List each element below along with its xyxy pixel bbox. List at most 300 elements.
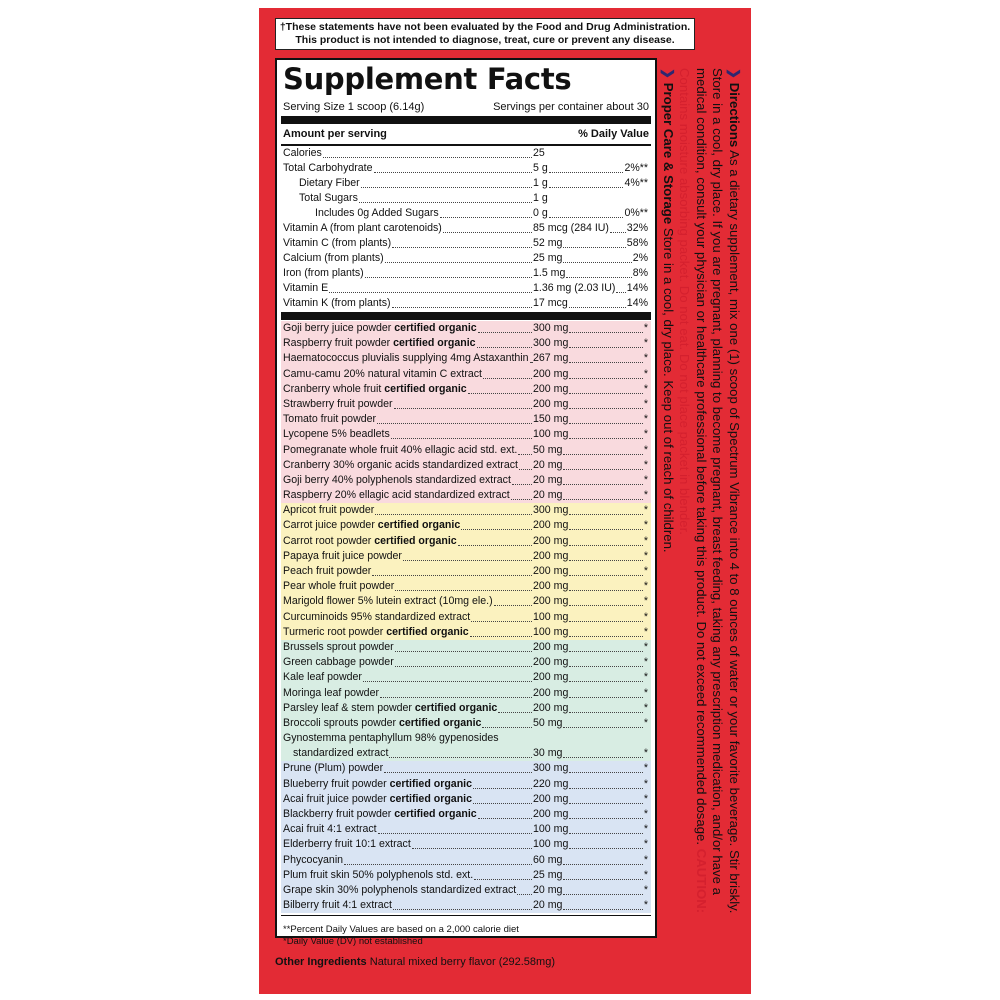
amount-per-serving-header: Amount per serving <box>283 128 387 140</box>
dot-leader <box>569 378 643 394</box>
dot-leader <box>458 530 532 546</box>
thick-divider-top <box>281 116 651 124</box>
row-amount: 1.5 mg <box>533 267 566 279</box>
certified-organic-label: certified organic <box>389 777 472 790</box>
row-amount: 200 mg <box>533 701 569 714</box>
dot-leader <box>569 636 643 652</box>
dot-leader <box>440 202 532 218</box>
dot-leader <box>473 788 532 804</box>
row-name <box>299 176 360 191</box>
row-daily-value: * <box>643 565 648 577</box>
dot-leader <box>569 545 643 561</box>
row-name-text: Prune (Plum) powder <box>283 762 384 775</box>
row-daily-value: 58% <box>626 237 648 249</box>
dot-leader <box>473 773 532 789</box>
dot-leader <box>549 202 623 218</box>
row-amount: 200 mg <box>533 534 569 547</box>
row-daily-value: * <box>643 640 648 653</box>
dot-leader <box>569 621 643 637</box>
directions-paragraph <box>676 68 742 938</box>
row-amount: 300 mg <box>533 322 569 334</box>
row-amount: 100 mg <box>533 823 569 836</box>
row-amount: 50 mg <box>533 716 563 729</box>
row-name-text: Vitamin E <box>283 282 329 294</box>
row-amount: 30 mg <box>533 747 563 760</box>
row-amount: 100 mg <box>533 838 569 851</box>
row-amount: 220 mg <box>533 777 569 790</box>
dot-leader <box>365 262 532 278</box>
row-amount: 200 mg <box>533 656 569 669</box>
dot-leader <box>569 606 643 622</box>
row-daily-value: * <box>643 808 648 820</box>
row-name <box>283 146 322 161</box>
dot-leader <box>569 773 643 789</box>
dot-leader <box>412 833 532 849</box>
dot-leader <box>361 172 532 188</box>
row-name-text: Vitamin C (from plants) <box>283 237 392 249</box>
row-name <box>283 777 472 792</box>
dot-leader <box>395 636 532 652</box>
other-ingredients-text: Natural mixed berry flavor (292.58mg) <box>366 956 555 968</box>
row-amount: 25 mg <box>533 868 563 881</box>
dot-leader <box>569 317 643 333</box>
row-amount: 20 mg <box>533 899 563 912</box>
dot-leader <box>483 363 532 379</box>
dot-leader <box>569 408 643 424</box>
dot-leader <box>474 864 532 880</box>
dot-leader <box>569 393 643 409</box>
ingredient-row <box>281 716 651 731</box>
fda-disclaimer-line-2: This product is not intended to diagnose, treat, cure or prevent any disease. <box>295 34 675 46</box>
row-daily-value: * <box>643 762 648 775</box>
row-daily-value: 8% <box>632 267 648 279</box>
row-name-text: Apricot fruit powder <box>283 504 375 517</box>
certified-organic-label: certified organic <box>389 792 472 805</box>
row-name-text: Blackberry fruit powder <box>283 808 395 820</box>
row-name-text: Bilberry fruit 4:1 extract <box>283 899 392 912</box>
dot-leader <box>563 484 643 500</box>
row-daily-value: * <box>643 458 648 471</box>
row-daily-value: * <box>643 868 648 881</box>
row-name <box>283 503 374 518</box>
row-name-text: Pear whole fruit powder <box>283 580 395 593</box>
supplement-facts-panel <box>275 58 657 947</box>
row-name <box>283 443 517 458</box>
amount-header-row <box>283 127 649 143</box>
row-name-text: Carrot juice powder <box>283 519 378 532</box>
row-name <box>283 868 473 883</box>
row-name <box>283 594 493 609</box>
row-amount: 0 g <box>533 207 548 219</box>
row-amount: 20 mg <box>533 883 563 896</box>
row-daily-value: * <box>643 656 648 669</box>
row-daily-value: 2%** <box>624 162 648 174</box>
row-amount: 60 mg <box>533 853 563 866</box>
dot-leader <box>517 879 532 895</box>
row-daily-value: 0%** <box>624 207 648 219</box>
row-daily-value: * <box>643 519 648 532</box>
row-amount: 267 mg <box>533 352 569 365</box>
row-name-text: Pomegranate whole fruit 40% ellagic acid std. ext. <box>283 443 518 456</box>
row-daily-value: * <box>643 853 648 866</box>
dot-leader <box>377 408 532 424</box>
dot-leader <box>569 514 643 530</box>
dot-leader <box>569 499 643 515</box>
dot-leader <box>563 454 643 470</box>
row-amount: 85 mcg (284 IU) <box>533 222 609 234</box>
dot-leader <box>329 277 532 293</box>
dot-leader <box>569 575 643 591</box>
row-daily-value: * <box>643 322 648 334</box>
row-name-text: Total Carbohydrate <box>283 162 373 174</box>
dot-leader <box>512 469 532 485</box>
dot-leader <box>323 142 532 158</box>
row-name <box>283 610 470 625</box>
row-amount: 200 mg <box>533 367 569 380</box>
row-daily-value: * <box>643 823 648 836</box>
supplement-facts-title: Supplement Facts <box>283 62 572 96</box>
row-daily-value: * <box>643 838 648 851</box>
dot-leader <box>610 217 626 233</box>
dot-leader <box>563 849 643 865</box>
row-name <box>283 898 392 913</box>
dot-leader <box>359 187 532 203</box>
row-daily-value: * <box>643 686 648 699</box>
dot-leader <box>384 757 532 773</box>
caution-text: Contains moisture absorbing packet. Do not eat. Do not place packet in blender. <box>677 68 693 535</box>
dot-leader <box>375 499 532 515</box>
dot-leader <box>563 439 643 455</box>
row-daily-value: * <box>643 382 648 395</box>
row-daily-value: * <box>643 701 648 714</box>
row-daily-value: * <box>643 595 648 608</box>
row-daily-value: * <box>643 428 648 441</box>
footnote-divider <box>281 915 651 916</box>
dot-leader <box>519 454 532 470</box>
dot-leader <box>563 247 632 263</box>
footnotes <box>283 924 519 948</box>
row-name <box>283 518 460 533</box>
row-name-text: Acai fruit juice powder <box>283 792 390 805</box>
row-amount: 200 mg <box>533 580 569 593</box>
row-name <box>283 579 394 594</box>
row-name <box>283 321 477 336</box>
row-daily-value: 2% <box>632 252 648 264</box>
dot-leader <box>569 697 643 713</box>
dot-leader <box>569 757 643 773</box>
row-name-text: Calcium (from plants) <box>283 252 384 264</box>
row-name-text: Raspberry 20% ellagic acid standardized extract <box>283 489 510 502</box>
dot-leader <box>395 575 532 591</box>
row-name-text: Elderberry fruit 10:1 extract <box>283 838 411 851</box>
dot-leader <box>374 157 532 173</box>
dot-leader <box>530 347 532 363</box>
row-name-text: Papaya fruit juice powder <box>283 549 402 562</box>
chevron-right-icon: ❯ <box>727 68 742 80</box>
row-name-text: Blueberry fruit powder <box>283 777 390 790</box>
row-name-text: Vitamin A (from plant carotenoids) <box>283 222 442 234</box>
dot-leader <box>372 560 532 576</box>
row-name-text: Vitamin K (from plants) <box>283 297 391 309</box>
row-amount: 17 mcg <box>533 297 568 309</box>
certified-organic-label: certified organic <box>386 625 469 638</box>
row-amount: 200 mg <box>533 397 569 410</box>
row-name-text: Gynostemma pentaphyllum 98% gypenosides <box>283 732 499 745</box>
row-name-text: Brussels sprout powder <box>283 640 394 653</box>
dot-leader <box>498 697 532 713</box>
dot-leader <box>494 590 532 606</box>
row-name <box>283 701 497 716</box>
row-name-text: Parsley leaf & stem powder <box>283 701 415 714</box>
row-name <box>283 670 362 685</box>
chevron-right-icon: ❯ <box>661 68 676 80</box>
dot-leader <box>566 262 632 278</box>
dot-leader <box>470 621 532 637</box>
row-name <box>293 746 388 761</box>
certified-organic-label: certified organic <box>394 322 477 334</box>
row-name <box>283 281 328 296</box>
dot-leader <box>477 332 532 348</box>
dot-leader <box>385 247 532 263</box>
dot-leader <box>393 894 532 910</box>
row-name-text: Dietary Fiber <box>299 177 360 189</box>
dot-leader <box>395 651 532 667</box>
row-name-text: Carrot root powder <box>283 534 375 547</box>
row-name-text: Turmeric root powder <box>283 625 387 638</box>
dot-leader <box>569 332 643 348</box>
row-amount: 25 <box>533 147 545 159</box>
dot-leader <box>403 545 532 561</box>
row-daily-value: 32% <box>626 222 648 234</box>
row-amount: 1.36 mg (2.03 IU) <box>533 282 616 294</box>
row-name-text: Kale leaf powder <box>283 671 362 684</box>
row-daily-value: * <box>643 489 648 502</box>
row-name-text: Goji berry 40% polyphenols standardized extract <box>283 473 511 486</box>
row-daily-value: * <box>643 716 648 729</box>
dot-leader <box>569 788 643 804</box>
dot-leader <box>518 439 532 455</box>
row-name <box>283 458 518 473</box>
row-amount: 300 mg <box>533 337 569 350</box>
care-text: Store in a cool, dry place. Keep out of reach of children. <box>661 224 676 553</box>
dot-leader <box>389 742 532 758</box>
row-amount: 20 mg <box>533 458 563 471</box>
other-ingredients <box>275 955 657 969</box>
row-name-text: Curcuminoids 95% standardized extract <box>283 610 471 623</box>
directions-text: As a dietary supplement, mix one (1) scoop of Spectrum Vibrance into 4 to 8 ounces of water or your favorite beverage. Stir briskly. Store in a cool, dry place. If you are pregnant, planning to become pregnant, breast feeding, taking any prescription medication, and/or have a medical condition, consult your physician or healthcare professional before taking this product. Do not exceed recommended dosage. <box>694 68 742 914</box>
fda-disclaimer-line-1: †These statements have not been evaluated by the Food and Drug Administration. <box>279 21 691 33</box>
row-amount: 200 mg <box>533 808 569 820</box>
row-daily-value: 14% <box>626 297 648 309</box>
row-amount: 200 mg <box>533 671 569 684</box>
row-amount: 52 mg <box>533 237 563 249</box>
row-name <box>315 206 439 221</box>
row-amount: 1 g <box>533 192 548 204</box>
row-daily-value: * <box>643 352 648 365</box>
row-name-text: Calories <box>283 147 322 159</box>
dot-leader <box>394 393 532 409</box>
dot-leader <box>569 818 643 834</box>
row-daily-value: * <box>643 443 648 456</box>
row-name-text: Iron (from plants) <box>283 267 364 279</box>
row-name <box>283 564 371 579</box>
row-name <box>283 686 379 701</box>
side-directions-text <box>660 68 743 938</box>
dot-leader <box>380 682 532 698</box>
row-daily-value: * <box>643 337 648 350</box>
nutrient-row <box>281 296 651 311</box>
caution-label: CAUTION: <box>694 848 709 914</box>
dot-leader <box>563 894 643 910</box>
row-daily-value: * <box>643 549 648 562</box>
row-name-text: Phycocyanin <box>283 853 344 866</box>
servings-per-container: Servings per container about 30 <box>493 101 649 113</box>
row-name-text: Peach fruit powder <box>283 565 372 577</box>
dot-leader <box>569 423 643 439</box>
row-name <box>283 640 394 655</box>
dot-leader <box>569 682 643 698</box>
dot-leader <box>392 292 532 308</box>
dot-leader <box>563 469 643 485</box>
row-name-text: Broccoli sprouts powder <box>283 716 399 729</box>
row-name-text: standardized extract <box>293 747 389 760</box>
row-name <box>283 716 481 731</box>
dot-leader <box>569 560 643 576</box>
row-name <box>283 822 377 837</box>
dot-leader <box>569 651 643 667</box>
dot-leader <box>563 864 643 880</box>
row-daily-value: * <box>643 610 648 623</box>
row-name <box>283 853 343 868</box>
row-name-text: Tomato fruit powder <box>283 413 377 426</box>
row-name <box>283 473 511 488</box>
row-name <box>283 367 482 382</box>
row-amount: 300 mg <box>533 504 569 517</box>
row-daily-value: * <box>643 413 648 426</box>
row-name-text: Strawberry fruit powder <box>283 397 393 410</box>
dot-leader <box>563 879 643 895</box>
directions-label: Directions <box>727 82 742 148</box>
row-name-text: Plum fruit skin 50% polyphenols std. ext. <box>283 868 474 881</box>
row-name <box>299 191 358 206</box>
certified-organic-label: certified organic <box>377 519 461 532</box>
row-name-text: Lycopene 5% beadlets <box>283 428 390 441</box>
dot-leader <box>569 833 643 849</box>
certified-organic-label: certified organic <box>399 716 482 729</box>
other-ingredients-label: Other Ingredients <box>275 956 367 968</box>
row-amount: 20 mg <box>533 473 563 486</box>
row-daily-value: * <box>643 625 648 638</box>
row-amount: 200 mg <box>533 640 569 653</box>
row-daily-value: * <box>643 792 648 805</box>
row-amount: 150 mg <box>533 413 569 426</box>
row-name-text: Green cabbage powder <box>283 656 394 669</box>
care-label: Proper Care & Storage <box>661 82 676 225</box>
row-name-text: Moringa leaf powder <box>283 686 379 699</box>
footnote-daily-values: **Percent Daily Values are based on a 2,000 calorie diet <box>283 924 519 935</box>
row-name-text: Camu-camu 20% natural vitamin C extract <box>283 367 483 380</box>
row-name <box>283 161 373 176</box>
certified-organic-label: certified organic <box>414 701 498 714</box>
dot-leader <box>344 849 532 865</box>
row-daily-value: * <box>643 899 648 912</box>
row-name-text: Acai fruit 4:1 extract <box>283 823 377 836</box>
row-amount: 200 mg <box>533 792 569 805</box>
row-amount: 50 mg <box>533 443 563 456</box>
nutrient-list <box>281 146 651 311</box>
dot-leader <box>569 590 643 606</box>
row-amount: 200 mg <box>533 686 569 699</box>
dot-leader <box>549 157 623 173</box>
dot-leader <box>471 606 532 622</box>
row-name <box>283 427 390 442</box>
dot-leader <box>549 172 623 188</box>
row-name <box>283 412 376 427</box>
row-daily-value: * <box>643 777 648 790</box>
row-name <box>283 792 472 807</box>
dot-leader <box>443 217 532 233</box>
row-name-text: Raspberry fruit powder <box>283 337 394 350</box>
row-name <box>283 336 476 351</box>
dot-leader <box>363 666 532 682</box>
row-name <box>283 296 391 311</box>
dot-leader <box>511 484 532 500</box>
row-amount: 200 mg <box>533 565 569 577</box>
daily-value-header: % Daily Value <box>578 128 649 140</box>
dot-leader <box>482 712 532 728</box>
certified-organic-label: certified organic <box>374 534 457 547</box>
row-amount: 25 mg <box>533 252 563 264</box>
dot-leader <box>563 712 643 728</box>
dot-leader <box>569 803 643 819</box>
row-daily-value: * <box>643 397 648 410</box>
row-amount: 200 mg <box>533 519 569 532</box>
certified-organic-label: certified organic <box>393 337 476 350</box>
row-amount: 100 mg <box>533 625 569 638</box>
row-daily-value: * <box>643 534 648 547</box>
row-amount: 300 mg <box>533 762 569 775</box>
dot-leader <box>563 232 626 248</box>
row-daily-value: 4%** <box>624 177 648 189</box>
dot-leader <box>569 666 643 682</box>
row-amount: 1 g <box>533 177 548 189</box>
dot-leader <box>569 292 626 308</box>
ingredient-row <box>281 898 651 913</box>
row-daily-value: * <box>643 504 648 517</box>
dot-leader <box>478 803 532 819</box>
dot-leader <box>478 317 532 333</box>
care-paragraph <box>660 68 677 938</box>
row-name <box>283 236 391 251</box>
certified-organic-label: certified organic <box>384 382 467 395</box>
row-name-text: Grape skin 30% polyphenols standardized extract <box>283 883 517 896</box>
row-name-text: Includes 0g Added Sugars <box>315 207 439 219</box>
row-amount: 100 mg <box>533 610 569 623</box>
dot-leader <box>569 347 643 363</box>
row-name-text: Marigold flower 5% lutein extract (10mg ele.) <box>283 595 493 608</box>
row-amount: 100 mg <box>533 428 569 441</box>
certified-organic-label: certified organic <box>394 808 477 820</box>
row-daily-value: 14% <box>626 282 648 294</box>
row-name-text: Goji berry juice powder <box>283 322 395 334</box>
row-amount: 200 mg <box>533 595 569 608</box>
row-daily-value: * <box>643 367 648 380</box>
serving-size: Serving Size 1 scoop (6.14g) <box>283 101 425 113</box>
dot-leader <box>461 514 532 530</box>
row-daily-value: * <box>643 580 648 593</box>
dot-leader <box>616 277 626 293</box>
row-amount: 5 g <box>533 162 548 174</box>
